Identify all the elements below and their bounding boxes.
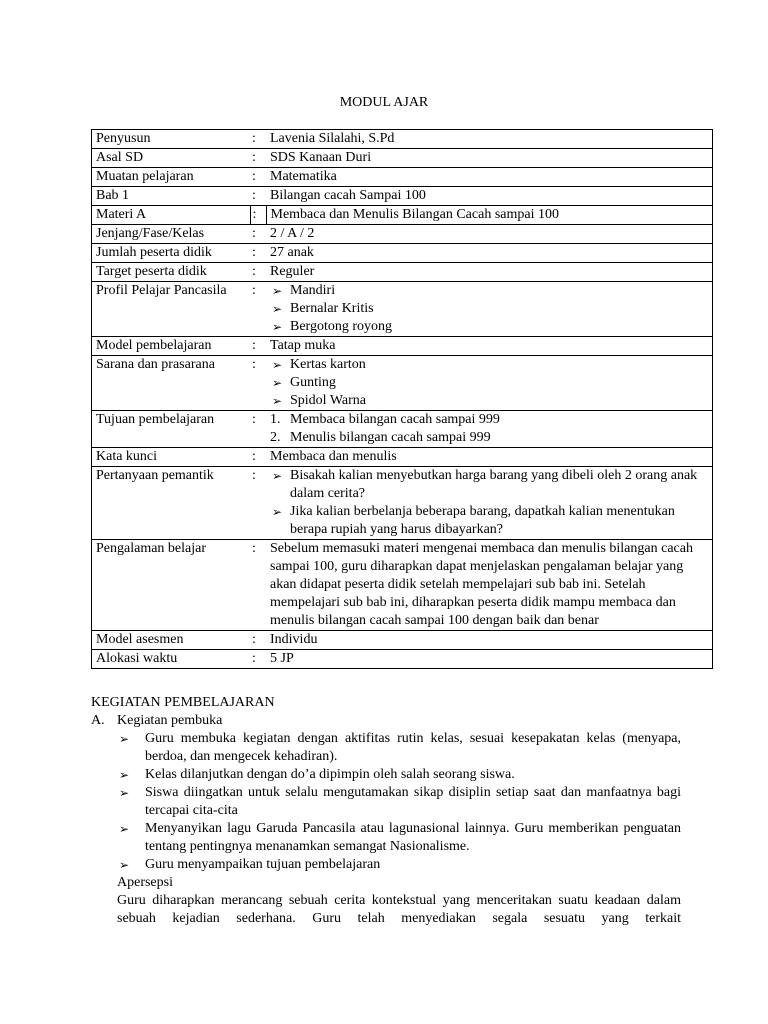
row-colon: : [250,225,266,244]
row-colon: : [250,337,266,356]
row-colon: : [250,263,266,282]
list-item: ➢ Siswa diingatkan untuk selalu mengutamakan sikap disiplin setiap saat dan manfaatnya bagi tercapai cita-cita [145,784,681,820]
apersepsi-label: Apersepsi [117,875,173,890]
row-colon: : [250,631,266,650]
row-value: Membaca dan Menulis Bilangan Cacah sampai 100 [266,206,713,225]
table-row [92,337,713,356]
row-label: Alokasi waktu [92,650,251,669]
list-item: ➢ Menyanyikan lagu Garuda Pancasila atau lagunasional lainnya. Guru memberikan penguatan tentang pentingnya menanamkan semangat Nasionalisme. [145,820,681,856]
row-value: 27 anak [266,244,713,263]
list-item [270,411,708,429]
list-item: ➢ Bergotong royong [270,318,708,336]
row-label: Jenjang/Fase/Kelas [92,225,251,244]
table-row [92,540,713,631]
list-item [270,429,708,447]
row-value [266,356,713,411]
row-label: Pengalaman belajar [92,540,251,631]
table-row [92,187,713,206]
table-row [92,356,713,411]
table-row [92,130,713,149]
profil-list [270,282,708,336]
list-item: ➢ Kelas dilanjutkan dengan do’a dipimpin oleh salah seorang siswa. [145,766,681,784]
section-heading: KEGIATAN PEMBELAJARAN [91,695,275,710]
row-colon: : [250,130,266,149]
list-item: ➢ Bernalar Kritis [270,300,708,318]
list-item: ➢ Bisakah kalian menyebutkan harga barang yang dibeli oleh 2 orang anak dalam cerita? [270,467,708,503]
row-value: Reguler [266,263,713,282]
row-colon: : [250,244,266,263]
row-colon: : [250,467,266,540]
row-value: Individu [266,631,713,650]
row-label: Materi A [92,206,251,225]
table-row [92,149,713,168]
row-colon: : [250,448,266,467]
row-label: Jumlah peserta didik [92,244,251,263]
table-row [92,448,713,467]
apersepsi-text: Guru diharapkan merancang sebuah cerita kontekstual yang menceritakan suatu keadaan dalam sebuah kejadian sederhana. Guru telah menyediakan segala sesuatu yang terkait [117,893,681,926]
list-item: ➢ Mandiri [270,282,708,300]
subsection-letter: A. [91,713,105,728]
row-label: Penyusun [92,130,251,149]
row-value: Bilangan cacah Sampai 100 [266,187,713,206]
row-label: Muatan pelajaran [92,168,251,187]
table-row [92,467,713,540]
table-row [92,411,713,448]
row-value: Sebelum memasuki materi mengenai membaca dan menulis bilangan cacah sampai 100, guru diharapkan dapat menjelaskan pengalaman belajar yang akan didapat peserta didik setelah mempelajari sub bab ini. Setelah mempelajari sub bab ini, diharapkan peserta didik mampu membaca dan menulis bilangan cacah sampai 100 dengan baik dan benar [266,540,713,631]
row-colon: : [250,149,266,168]
row-label: Target peserta didik [92,263,251,282]
row-colon: : [250,540,266,631]
kegiatan-section [91,694,681,928]
list-item: ➢ Spidol Warna [270,392,708,410]
row-label: Profil Pelajar Pancasila [92,282,251,337]
row-colon: : [250,650,266,669]
table-row [92,225,713,244]
item-number: 2. [270,430,281,445]
list-item: ➢ Kertas karton [270,356,708,374]
list-item: ➢ Gunting [270,374,708,392]
table-row [92,168,713,187]
row-value: Tatap muka [266,337,713,356]
table-row [92,244,713,263]
row-value [266,282,713,337]
table-row [92,631,713,650]
table-row [92,263,713,282]
row-value: Lavenia Silalahi, S.Pd [266,130,713,149]
table-row [92,650,713,669]
row-value [266,467,713,540]
row-label: Asal SD [92,149,251,168]
row-label: Bab 1 [92,187,251,206]
item-number: 1. [270,412,281,427]
table-row [92,206,713,225]
row-label: Sarana dan prasarana [92,356,251,411]
row-value: 2 / A / 2 [266,225,713,244]
row-value: Membaca dan menulis [266,448,713,467]
tujuan-list [270,411,708,447]
item-text: Menulis bilangan cacah sampai 999 [290,430,491,445]
row-colon: : [250,187,266,206]
row-label: Pertanyaan pemantik [92,467,251,540]
subsection-a [91,712,681,928]
row-label: Kata kunci [92,448,251,467]
row-colon: : [250,411,266,448]
module-info-table [91,129,713,669]
kegiatan-list [117,730,681,874]
row-value: Matematika [266,168,713,187]
document-title: MODUL AJAR [339,95,429,110]
subsection-title: Kegiatan pembuka [117,713,223,728]
pertanyaan-list [270,467,708,539]
sarana-list [270,356,708,410]
row-value: 5 JP [266,650,713,669]
row-label: Tujuan pembelajaran [92,411,251,448]
list-item: ➢ Guru membuka kegiatan dengan aktifitas rutin kelas, sesuai kesepakatan kelas (menyapa, berdoa, dan mengecek kehadiran). [145,730,681,766]
table-row [92,282,713,337]
row-label: Model asesmen [92,631,251,650]
list-item: ➢ Jika kalian berbelanja beberapa barang, dapatkah kalian menentukan berapa rupiah yang harus dibayarkan? [270,503,708,539]
list-item: ➢ Guru menyampaikan tujuan pembelajaran [145,856,681,874]
row-colon: : [250,168,266,187]
row-colon: : [250,206,266,225]
item-text: Membaca bilangan cacah sampai 999 [290,412,500,427]
row-label: Model pembelajaran [92,337,251,356]
row-value: SDS Kanaan Duri [266,149,713,168]
row-colon: : [250,282,266,337]
row-value [266,411,713,448]
row-colon: : [250,356,266,411]
